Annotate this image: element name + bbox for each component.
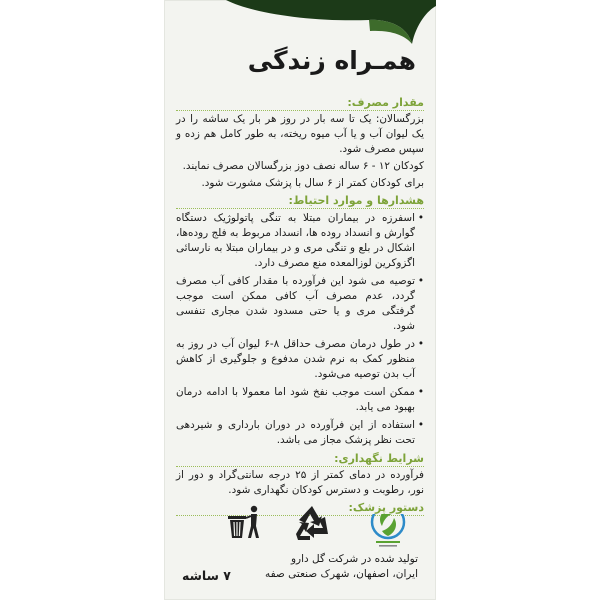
dosage-children: کودکان ۱۲ - ۶ ساله نصف دوز بزرگسالان مصرف نمایند. [182,160,424,172]
product-label-panel [164,0,436,600]
manufacturer-address: ایران، اصفهان، شهرک صنعتی صفه [264,568,418,580]
manufacturer-line: تولید شده در شرکت گل دارو [290,553,418,565]
brand-title: همـراه زندگی [247,46,416,75]
trash-bin-icon [226,504,262,542]
dosage-adults: بزرگسالان: یک تا سه بار در روز هر بار یک ساشه را در یک لیوان آب و یا آب میوه ریخته، به طور کامل هم زده و سپس مصرف شود. [176,113,424,155]
recycle-icon [292,504,332,542]
manufacturer-info [265,552,418,582]
warning-item: • ممکن است موجب نفخ شود اما معمولا با ادامه درمان بهبود می یابد. [176,385,424,415]
warning-item: • در طول درمان مصرف حداقل ۸-۶ لیوان آب در روز به منظور کمک به نرم شدن مدفوع و جلوگیری از کاهش آب بدن توصیه می‌شود. [176,337,424,382]
package-count: ۷ ساشه [182,568,231,583]
warning-item: • استفاده از این فرآورده در دوران بارداری و شیردهی تحت نظر پزشک مجاز می باشد. [176,418,424,448]
warning-item: • اسفرزه در بیماران مبتلا به تنگی پاتولوژیک دستگاه گوارش و انسداد روده ها، انسداد مربوط به فلج روده‌ها، اشکال در بلع و تنگی مری و در بیماران مبتلا به نارسائی اگزوکرین لوزالمعده منع مصرف دارد. [176,211,424,271]
instructions-text [176,94,424,517]
section-heading-storage: شرایط نگهداری: [176,451,424,468]
section-heading-dosage: مقدار مصرف: [176,95,424,112]
dosage-under-six: برای کودکان کمتر از ۶ سال با پزشک مشورت شود. [201,177,424,189]
storage-text: فرآورده در دمای کمتر از ۲۵ درجه سانتی‌گراد و دور از نور، رطوبت و دسترس کودکان نگهداری شود. [176,469,424,496]
warning-item: • توصیه می شود این فرآورده با مقدار کافی آب مصرف گردد، عدم مصرف آب کافی ممکن است موجب گرفتگی مری و یا حتی مسدود شدن مجاری تنفسی شود. [176,274,424,334]
section-heading-warnings: هشدارها و موارد احتیاط: [176,193,424,210]
section-heading-doctor: دستور پزشک: [176,500,424,517]
